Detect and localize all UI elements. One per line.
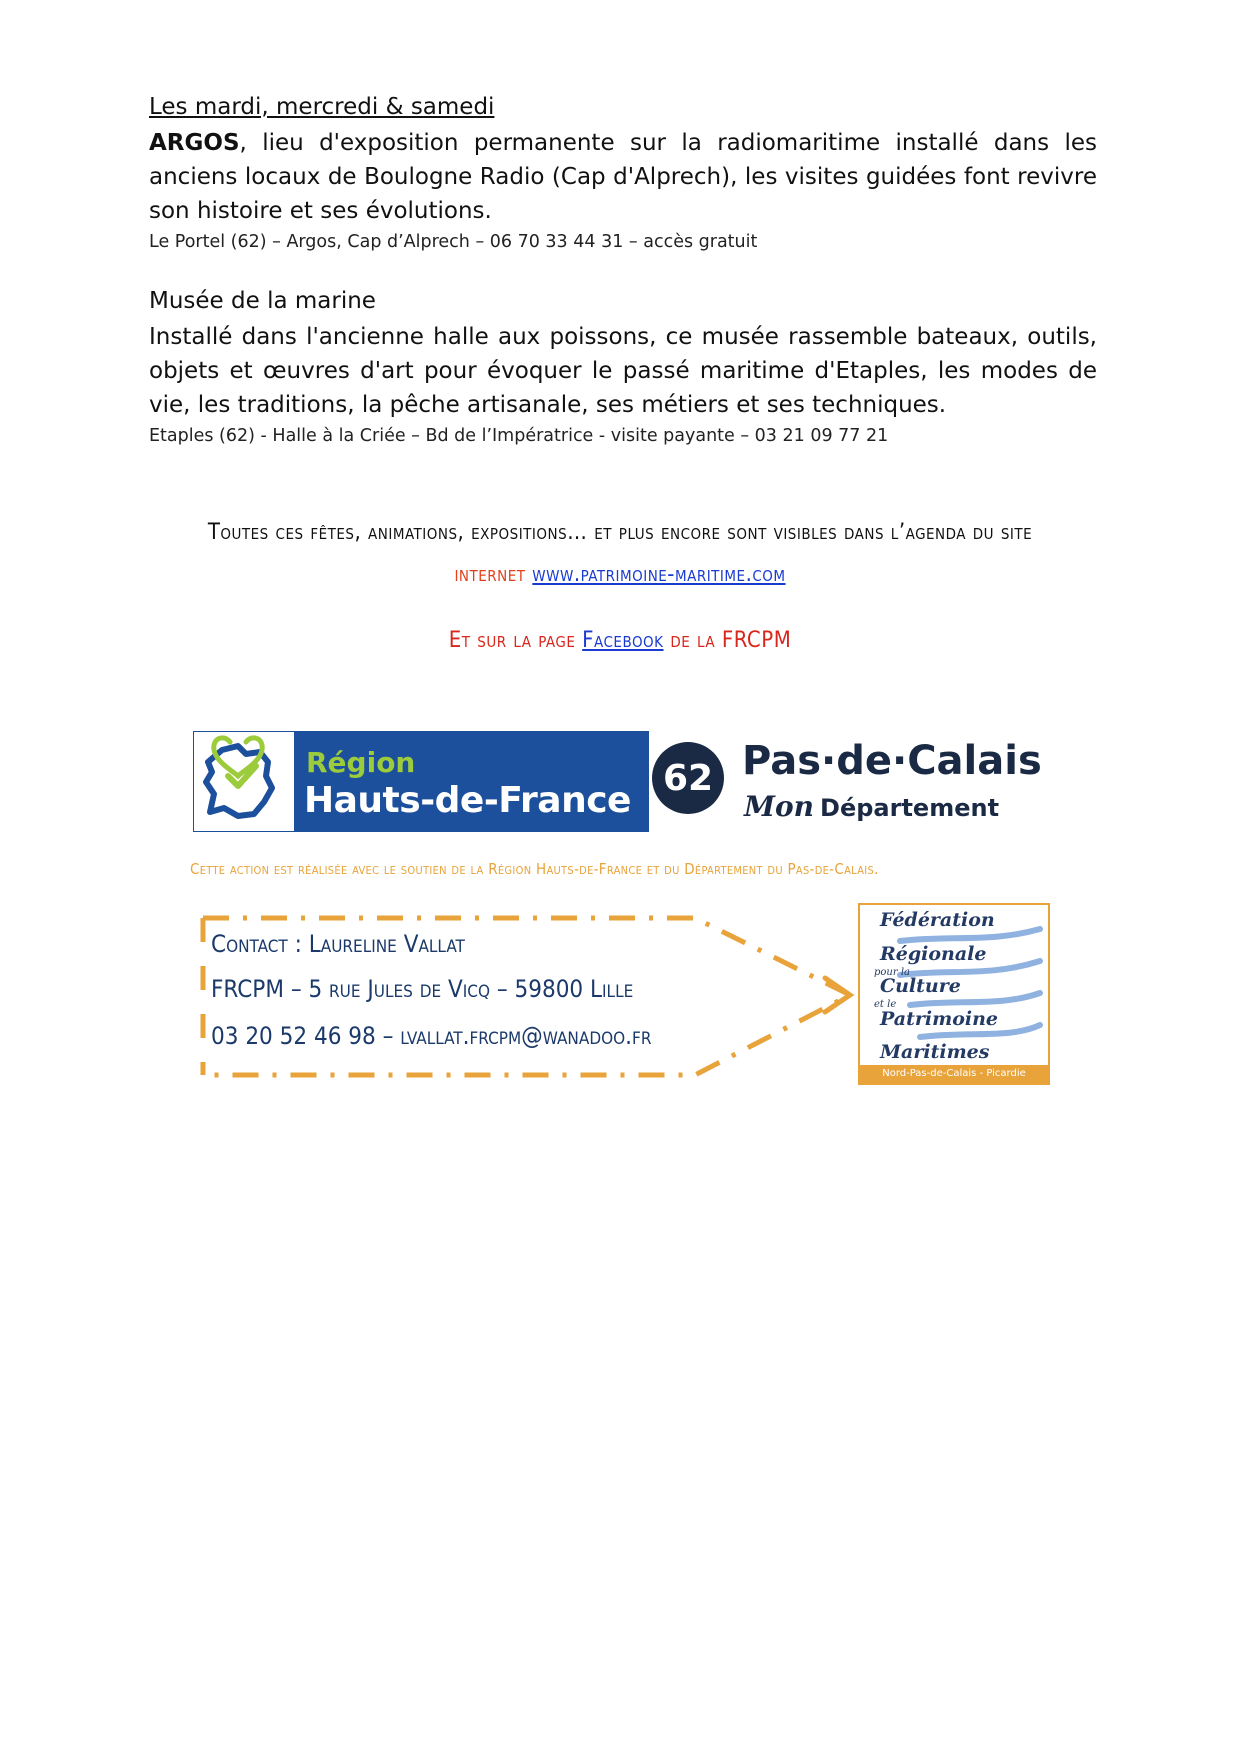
contact-name: Contact : Laureline Vallat (211, 930, 465, 958)
fed-word-federation: Fédération (880, 909, 995, 931)
pdc-departement: Département (820, 794, 1000, 822)
announce-line1: Toutes ces fêtes, animations, expositions… et plus encore sont visibles dans l’agenda du site (207, 520, 1033, 545)
region-hdf-logo (193, 731, 649, 832)
pdc-mon: Mon (744, 790, 815, 823)
fed-word-regionale: Régionale (880, 943, 987, 965)
musee-title: Musée de la marine (149, 288, 376, 314)
fed-small-et-le: et le (874, 999, 897, 1010)
support-text: Cette action est réalisée avec le soutien de la Région Hauts-de-France et du Département du Pas-de-Calais. (190, 860, 879, 878)
region-blue-panel (294, 732, 648, 831)
pdc-subtitle (744, 790, 999, 823)
musee-section (149, 286, 1097, 448)
musee-info: Etaples (62) - Halle à la Criée – Bd de l’Impératrice - visite payante – 03 21 09 77 21 (149, 426, 889, 446)
argos-paragraph (149, 126, 1097, 228)
argos-title: ARGOS (149, 130, 240, 156)
announce-line2 (140, 562, 1100, 587)
fed-word-culture: Culture (880, 975, 961, 997)
region-word: Région (306, 746, 416, 779)
fed-small-pour-la: pour la (874, 967, 910, 978)
argos-section (149, 92, 1097, 254)
announce-line3-prefix: Et sur la page (448, 628, 583, 653)
musee-description: Installé dans l'ancienne halle aux poissons, ce musée rassemble bateaux, outils, objets et œuvres d'art pour évoquer le passé maritime d'Etaples, les modes de vie, les traditions, la pêche artisanale, ses métiers et ses techniques. (149, 324, 1097, 418)
argos-description: , lieu d'exposition permanente sur la radiomaritime installé dans les anciens locaux de Boulogne Radio (Cap d'Alprech), les visites guidées font revivre son histoire et ses évolutions. (149, 130, 1097, 224)
announce-line3-suffix: de la FRCPM (663, 628, 792, 653)
frcpm-logo (858, 903, 1050, 1085)
pdc-title: Pas·de·Calais (742, 738, 1042, 784)
announce-line2-prefix: internet (454, 562, 533, 587)
announce-line3 (140, 628, 1100, 653)
website-link[interactable]: www.patrimoine-maritime.com (532, 562, 786, 587)
france-map-icon (194, 732, 294, 831)
day-heading: Les mardi, mercredi & samedi (149, 94, 495, 120)
argos-info: Le Portel (62) – Argos, Cap d’Alprech – 06 70 33 44 31 – accès gratuit (149, 232, 758, 252)
contact-address: FRCPM – 5 rue Jules de Vicq – 59800 Lille (211, 975, 634, 1003)
facebook-link[interactable]: Facebook (582, 628, 664, 653)
fed-word-patrimoine: Patrimoine (880, 1008, 998, 1030)
pdc-62-badge: 62 (652, 742, 724, 814)
hauts-de-france-word: Hauts-de-France (304, 780, 631, 821)
fed-word-maritimes: Maritimes (880, 1041, 990, 1063)
fed-footer: Nord-Pas-de-Calais - Picardie (860, 1065, 1048, 1083)
contact-phone-email[interactable]: 03 20 52 46 98 – lvallat.frcpm@wanadoo.fr (211, 1022, 652, 1050)
